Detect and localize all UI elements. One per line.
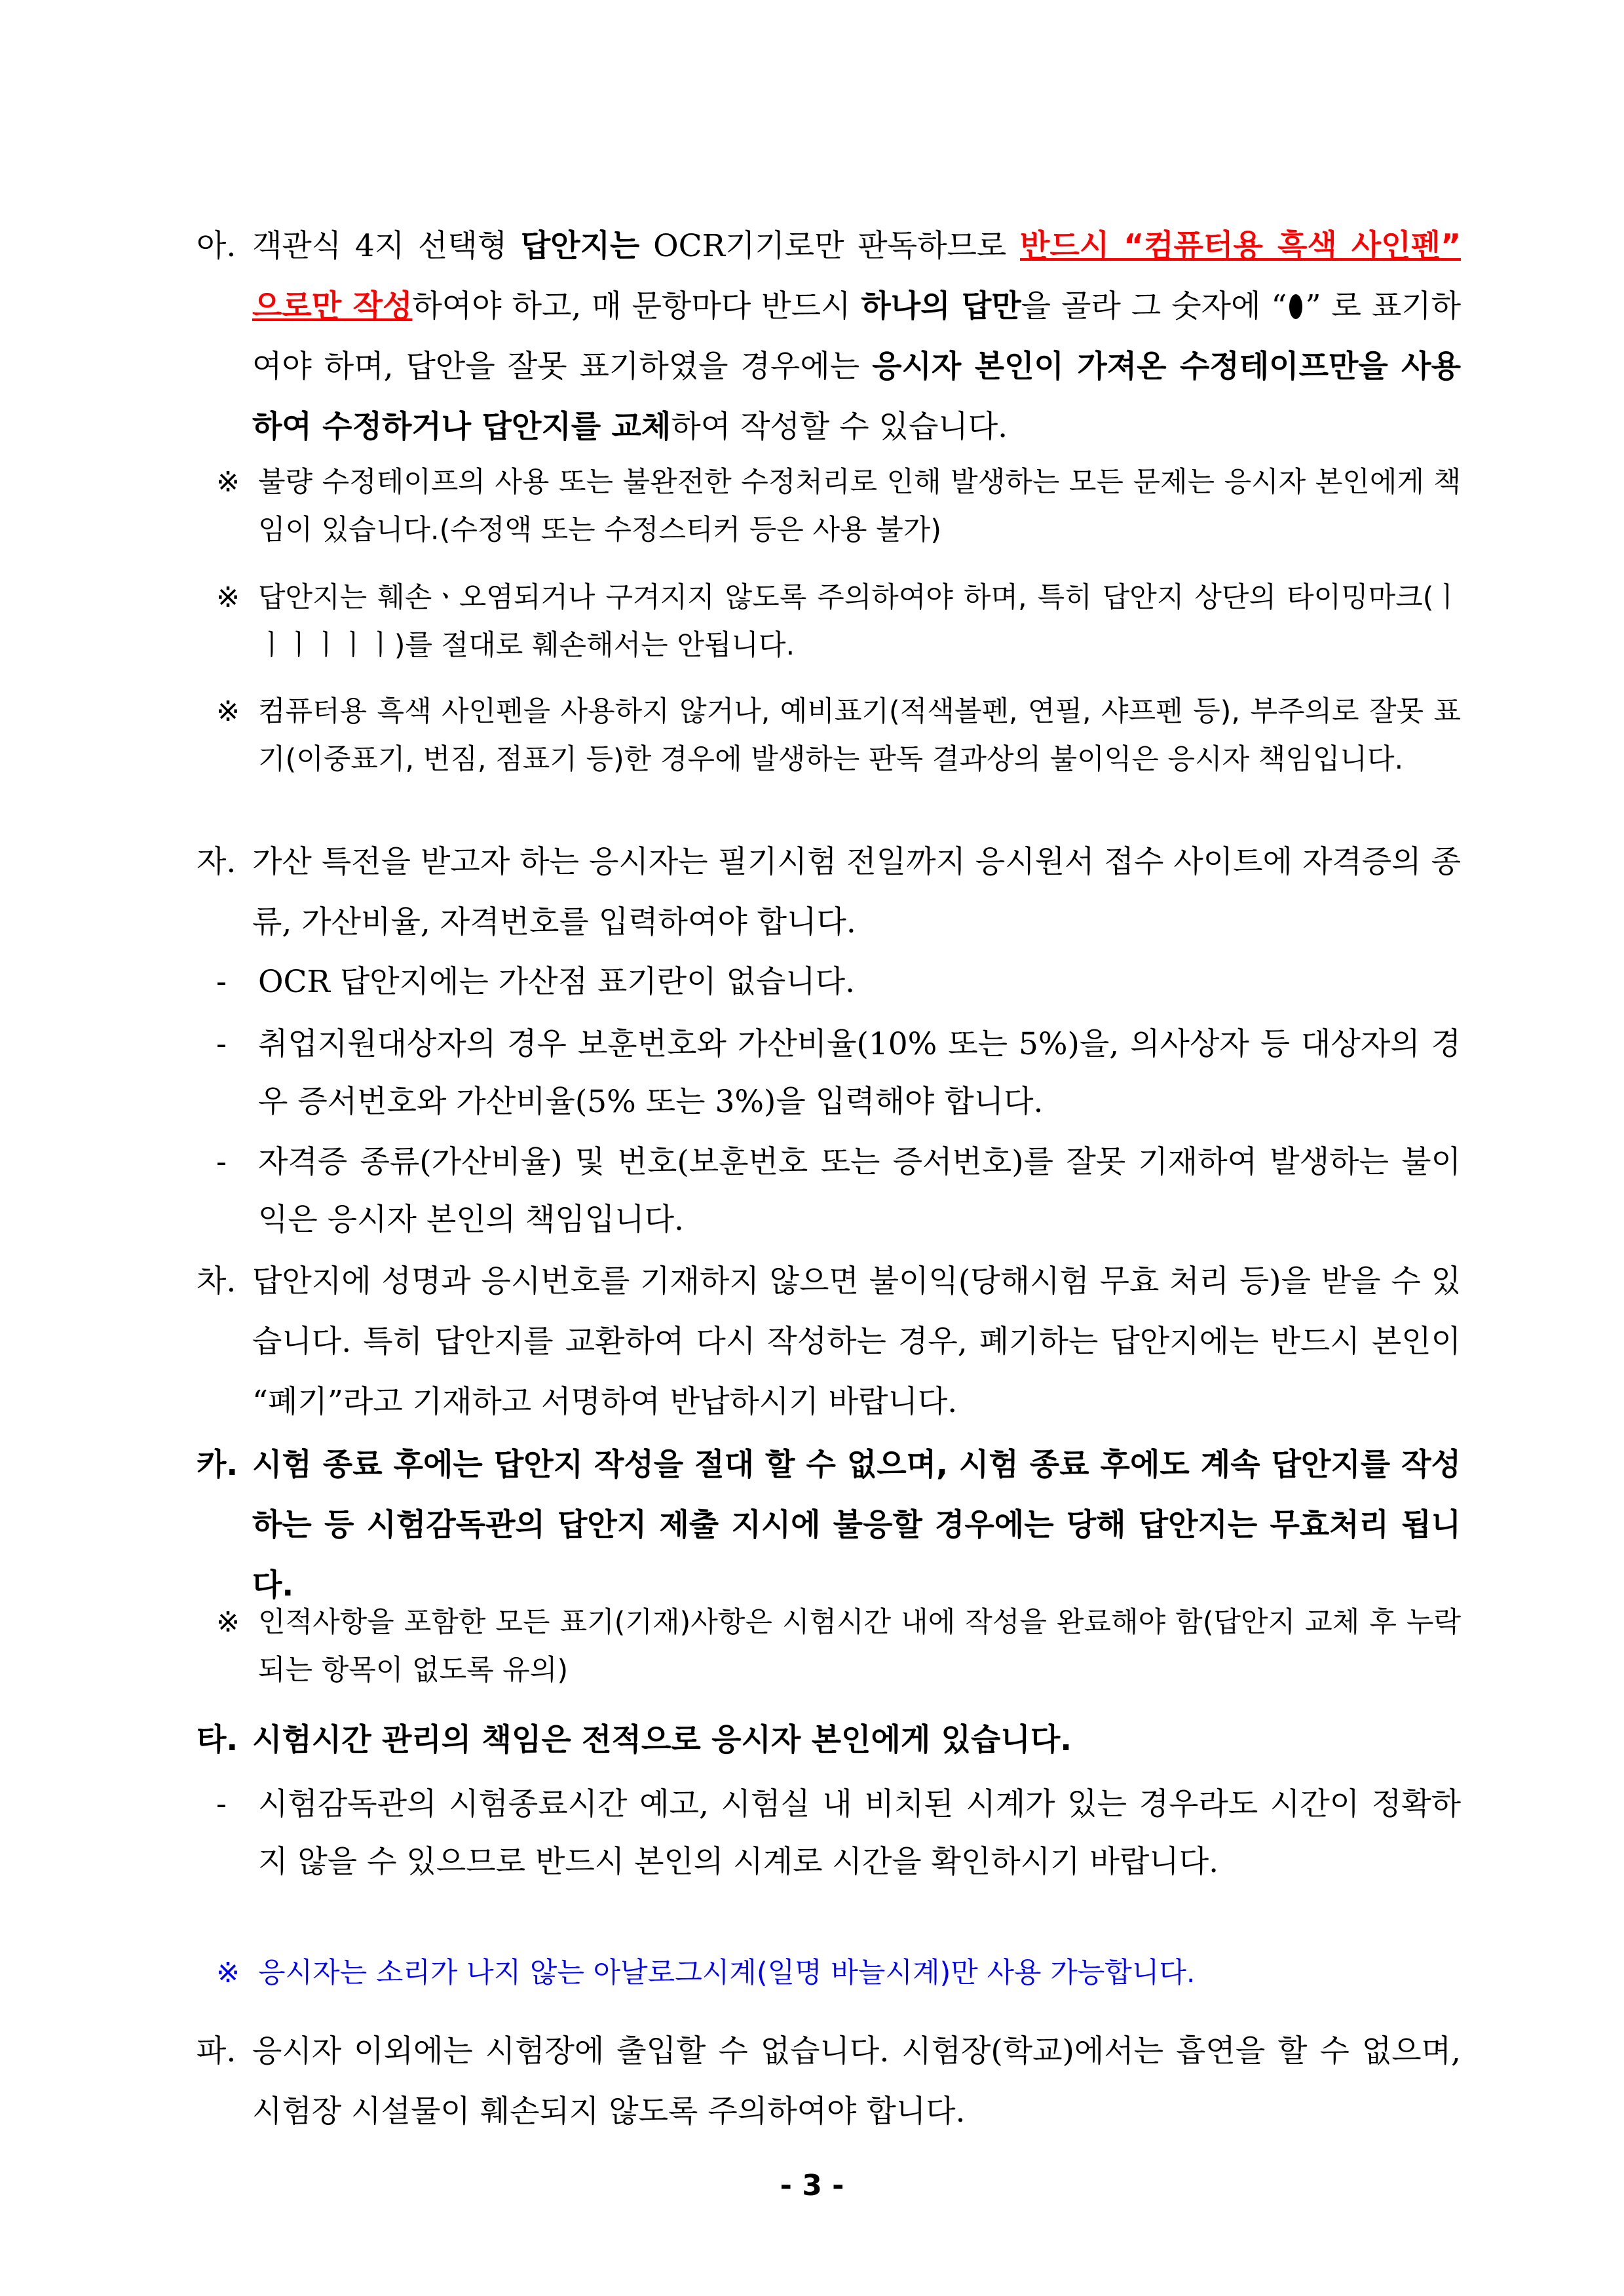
dash-text: 자격증 종류(가산비율) 및 번호(보훈번호 또는 증서번호)를 잘못 기재하여 발생하는 불이익은 응시자 본인의 책임입니다.: [258, 1144, 1461, 1238]
section-marker: 카.: [197, 1447, 238, 1483]
dash-item: [216, 1016, 1461, 1131]
dash-item: [216, 953, 1461, 1011]
section-ka: [197, 1435, 1461, 1616]
section-text: 응시자 이외에는 시험장에 출입할 수 없습니다. 시험장(학교)에서는 흡연을 할 수 없으며, 시험장 시설물이 훼손되지 않도록 주의하여야 합니다.: [252, 2033, 1461, 2130]
section-marker: 파.: [197, 2033, 236, 2069]
section-pa: [197, 2021, 1461, 2142]
note-text: 인적사항을 포함한 모든 표기(기재)사항은 시험시간 내에 작성을 완료해야 함(답안지 교체 후 누락되는 항목이 없도록 유의): [258, 1606, 1461, 1687]
section-text: 시험시간 관리의 책임은 전적으로 응시자 본인에게 있습니다.: [252, 1722, 1072, 1758]
note-text: 컴퓨터용 흑색 사인펜을 사용하지 않거나, 예비표기(적색볼펜, 연필, 샤프펜 등), 부주의로 잘못 표기(이중표기, 번짐, 점표기 등)한 경우에 발생하는 판독 결과상의 불이익은 응시자 책임입니다.: [258, 695, 1461, 776]
note-marker: ※: [216, 695, 240, 728]
section-text: 객관식 4지 선택형 답안지는 OCR기기로만 판독하므로 반드시 “컴퓨터용 흑색 사인펜” 으로만 작성하여야 하고, 매 문항마다 반드시 하나의 답만을 골라 그 숫자에 “ ” 로 표기하여야 하며, 답안을 잘못 표기하였을 경우에는 응시자 본인이 가져온 수정테이프만을 사용하여 수정하거나 답안지를 교체하여 작성할 수 있습니다.: [252, 228, 1462, 445]
dash-item: [216, 1134, 1461, 1249]
note-marker: ※: [216, 1606, 240, 1639]
note-marker: ※: [216, 581, 240, 614]
note-marker: ※: [216, 1957, 240, 1989]
note-timing-mark: [216, 574, 1461, 670]
dash-text: OCR 답안지에는 가산점 표기란이 없습니다.: [258, 964, 856, 1000]
dash-marker: -: [216, 964, 227, 1000]
dash-item: [216, 1776, 1461, 1891]
dash-marker: -: [216, 1026, 227, 1062]
section-marker: 차.: [197, 1263, 236, 1299]
dash-text: 시험감독관의 시험종료시간 예고, 시험실 내 비치된 시계가 있는 경우라도 시간이 정확하지 않을 수 있으므로 반드시 본인의 시계로 시간을 확인하시기 바랍니다.: [258, 1786, 1461, 1880]
section-cha: [197, 1252, 1461, 1432]
section-a: [197, 216, 1461, 457]
note-marker: ※: [216, 466, 240, 499]
section-text: 답안지에 성명과 응시번호를 기재하지 않으면 불이익(당해시험 무효 처리 등)을 받을 수 있습니다. 특히 답안지를 교환하여 다시 작성하는 경우, 폐기하는 답안지에는 반드시 본인이 “폐기”라고 기재하고 서명하여 반납하시기 바랍니다.: [252, 1263, 1461, 1420]
dash-marker: -: [216, 1144, 227, 1180]
section-ja: [197, 832, 1461, 953]
section-text: 가산 특전을 받고자 하는 응시자는 필기시험 전일까지 응시원서 접수 사이트에 자격증의 종류, 가산비율, 자격번호를 입력하여야 합니다.: [252, 844, 1461, 940]
note-text: 응시자는 소리가 나지 않는 아날로그시계(일명 바늘시계)만 사용 가능합니다.: [258, 1957, 1196, 1989]
note-text: 답안지는 훼손ㆍ오염되거나 구겨지지 않도록 주의하여야 하며, 특히 답안지 상단의 타이밍마크(ㅣㅣㅣㅣㅣㅣ)를 절대로 훼손해서는 안됩니다.: [258, 581, 1461, 662]
dash-text: 취업지원대상자의 경우 보훈번호와 가산비율(10% 또는 5%)을, 의사상자 등 대상자의 경우 증서번호와 가산비율(5% 또는 3%)을 입력해야 합니다.: [258, 1026, 1461, 1120]
note-sign-pen: [216, 688, 1461, 784]
filled-mark-icon: [1289, 294, 1302, 319]
note-text: 불량 수정테이프의 사용 또는 불완전한 수정처리로 인해 발생하는 모든 문제는 응시자 본인에게 책임이 있습니다.(수정액 또는 수정스티커 등은 사용 불가): [258, 466, 1461, 546]
section-text: 시험 종료 후에는 답안지 작성을 절대 할 수 없으며, 시험 종료 후에도 계속 답안지를 작성하는 등 시험감독관의 답안지 제출 지시에 불응할 경우에는 당해 답안지는 무효처리 됩니다.: [252, 1447, 1461, 1603]
section-marker: 아.: [197, 228, 236, 264]
section-ta: [197, 1710, 1461, 1770]
note-correction-tape: [216, 459, 1461, 554]
section-marker: 자.: [197, 844, 236, 880]
note-analog-watch: [216, 1949, 1461, 1997]
page-number: - 3 -: [780, 2169, 844, 2202]
dash-marker: -: [216, 1786, 227, 1822]
section-marker: 타.: [197, 1722, 238, 1758]
note-marking-deadline: [216, 1599, 1461, 1694]
